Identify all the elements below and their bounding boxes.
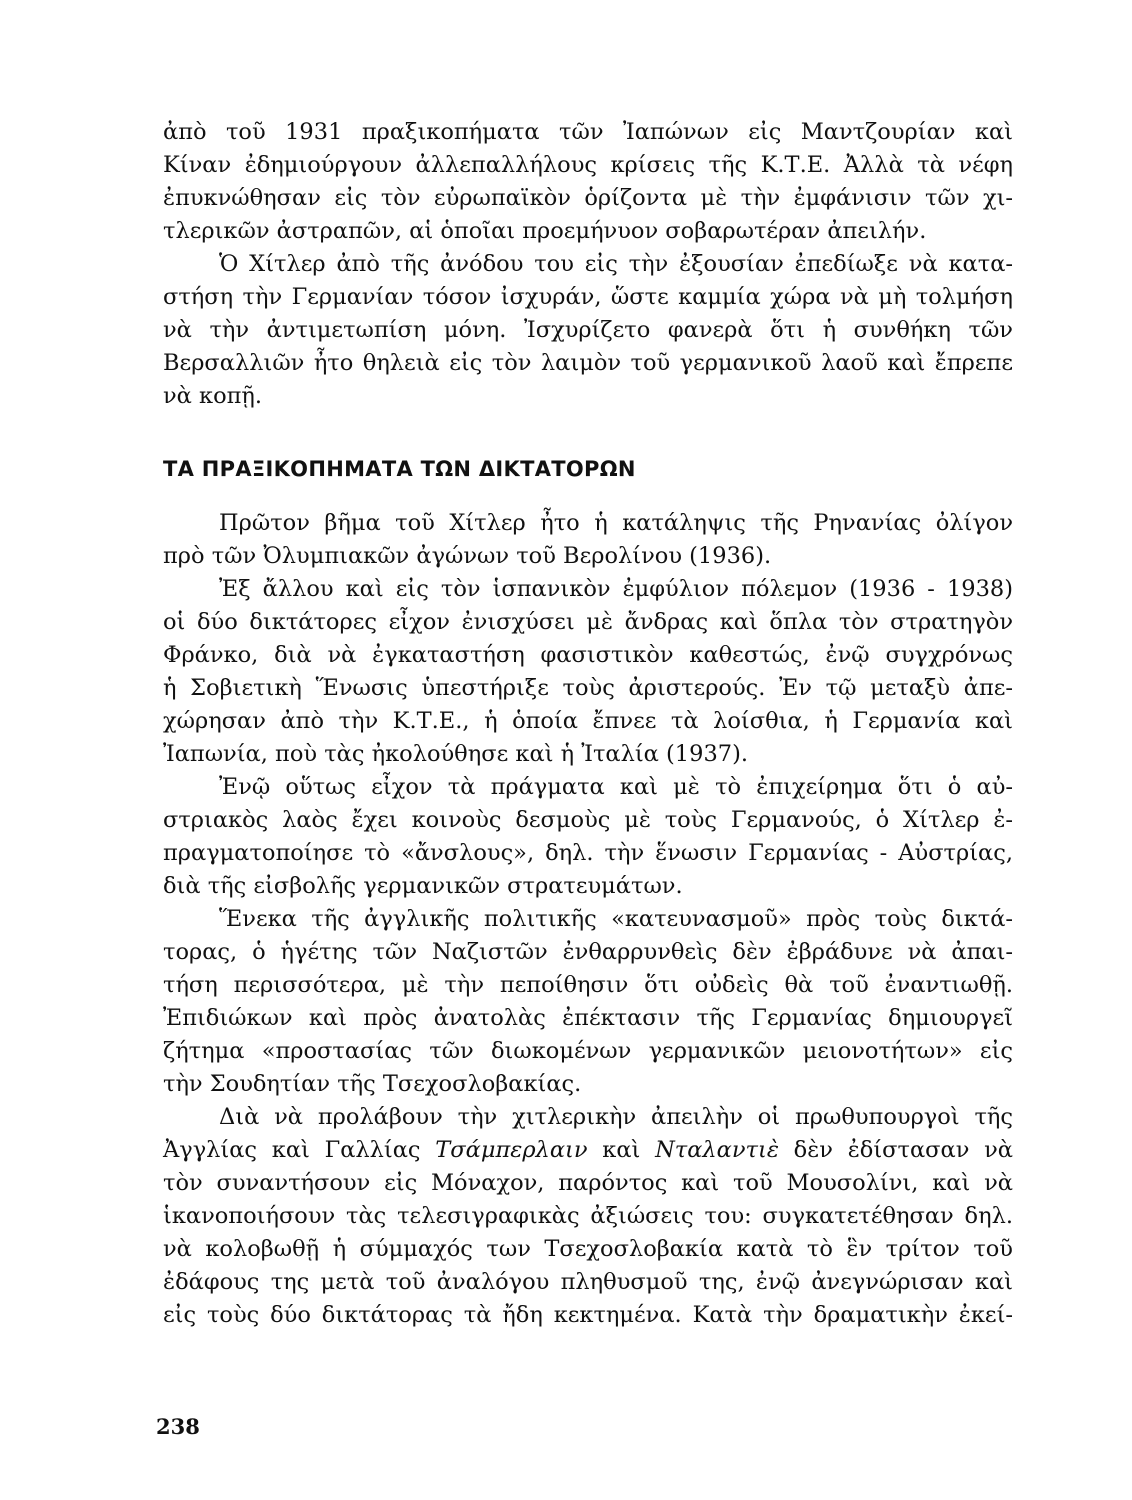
section-heading: ΤΑ ΠΡΑΞΙΚΟΠΗΜΑΤΑ ΤΩΝ ΔΙΚΤΑΤΟΡΩΝ <box>163 457 636 481</box>
text-segment: Ἀγγλίας καὶ Γαλλίας <box>163 1137 436 1163</box>
text-line: τήση περισσότερα, μὲ τὴν πεποίθησιν ὅτι οὐδεὶς θὰ τοῦ ἐναντιωθῇ. <box>163 972 1013 998</box>
text-line: εἰς τοὺς δύο δικτάτορας τὰ ἤδη κεκτημένα. Κατὰ τὴν δραματικὴν ἐκεί- <box>163 1302 1013 1328</box>
text-line: Ἕνεκα τῆς ἀγγλικῆς πολιτικῆς «κατευνασμοῦ» πρὸς τοὺς δικτά- <box>219 906 1013 932</box>
paragraph-block-intro <box>163 116 1013 413</box>
text-line: οἱ δύο δικτάτορες εἶχον ἐνισχύσει μὲ ἄνδρας καὶ ὅπλα τὸν στρατηγὸν <box>163 609 1013 635</box>
text-line: τὸν συναντήσουν εἰς Μόναχον, παρόντος καὶ τοῦ Μουσολίνι, καὶ νὰ <box>163 1170 1013 1196</box>
name-chamberlain: Τσάμπερλαιν <box>435 1137 588 1163</box>
text-line: τὴν Σουδητίαν τῆς Τσεχοσλοβακίας. <box>163 1071 582 1097</box>
name-daladier: Νταλαντιὲ <box>655 1137 779 1163</box>
text-line: στριακὸς λαὸς ἔχει κοινοὺς δεσμοὺς μὲ τοὺς Γερμανούς, ὁ Χίτλερ ἐ- <box>163 807 1013 833</box>
text-line: διὰ τῆς εἰσβολῆς γερμανικῶν στρατευμάτων. <box>163 873 683 899</box>
text-line: πραγματοποίησε τὸ «ἄνσλους», δηλ. τὴν ἕνωσιν Γερμανίας - Αὐστρίας, <box>163 840 1013 866</box>
text-line: τορας, ὁ ἡγέτης τῶν Ναζιστῶν ἐνθαρρυνθεὶς δὲν ἐβράδυνε νὰ ἀπαι- <box>163 939 1013 965</box>
text-line: ἐδάφους της μετὰ τοῦ ἀναλόγου πληθυσμοῦ της, ἐνῷ ἀνεγνώρισαν καὶ <box>163 1269 1013 1295</box>
text-line: Ἰαπωνία, ποὺ τὰς ἠκολούθησε καὶ ἡ Ἰταλία (1937). <box>163 741 748 767</box>
paragraph-block-main <box>163 507 1013 1332</box>
text-line: στήση τὴν Γερμανίαν τόσον ἰσχυράν, ὥστε καμμία χώρα νὰ μὴ τολμήση <box>163 284 1013 310</box>
text-line: ἀπὸ τοῦ 1931 πραξικοπήματα τῶν Ἰαπώνων εἰς Μαντζουρίαν καὶ <box>163 119 1013 145</box>
text-line: τλερικῶν ἀστραπῶν, αἱ ὁποῖαι προεμήνυον σοβαρωτέραν ἀπειλήν. <box>163 218 927 244</box>
text-line: Διὰ νὰ προλάβουν τὴν χιτλερικὴν ἀπειλὴν οἱ πρωθυπουργοὶ τῆς <box>219 1104 1013 1130</box>
text-line: ἡ Σοβιετικὴ Ἕνωσις ὑπεστήριξε τοὺς ἀριστερούς. Ἐν τῷ μεταξὺ ἀπε- <box>163 675 1013 701</box>
text-line: πρὸ τῶν Ὀλυμπιακῶν ἀγώνων τοῦ Βερολίνου (1936). <box>163 543 772 569</box>
text-line: Πρῶτον βῆμα τοῦ Χίτλερ ἦτο ἡ κατάληψις τῆς Ρηνανίας ὀλίγον <box>219 510 1013 536</box>
text-line: ἱκανοποιήσουν τὰς τελεσιγραφικὰς ἀξιώσεις του: συγκατετέθησαν δηλ. <box>163 1203 1013 1229</box>
text-line-with-names <box>163 1134 1013 1167</box>
text-line: χώρησαν ἀπὸ τὴν Κ.Τ.Ε., ἡ ὁποία ἔπνεε τὰ λοίσθια, ἡ Γερμανία καὶ <box>163 708 1013 734</box>
page-number: 238 <box>156 1414 200 1439</box>
text-line: Ὁ Χίτλερ ἀπὸ τῆς ἀνόδου του εἰς τὴν ἐξουσίαν ἐπεδίωξε νὰ κατα- <box>219 251 1013 277</box>
text-line: Βερσαλλιῶν ἦτο θηλειὰ εἰς τὸν λαιμὸν τοῦ γερμανικοῦ λαοῦ καὶ ἔπρεπε <box>163 350 1013 376</box>
text-segment: δὲν ἐδίστασαν νὰ <box>778 1137 1013 1163</box>
text-line: Ἐπιδιώκων καὶ πρὸς ἀνατολὰς ἐπέκτασιν τῆς Γερμανίας δημιουργεῖ <box>163 1005 1013 1031</box>
text-line: Ἐνῷ οὕτως εἶχον τὰ πράγματα καὶ μὲ τὸ ἐπιχείρημα ὅτι ὁ αὐ- <box>219 774 1013 800</box>
text-line: νὰ κοπῇ. <box>163 383 263 409</box>
text-line: νὰ κολοβωθῇ ἡ σύμμαχός των Τσεχοσλοβακία κατὰ τὸ ἓν τρίτον τοῦ <box>163 1236 1013 1262</box>
text-line: Κίναν ἐδημιούργουν ἀλλεπαλλήλους κρίσεις τῆς Κ.Τ.Ε. Ἀλλὰ τὰ νέφη <box>163 152 1013 178</box>
text-line: Φράνκο, διὰ νὰ ἐγκαταστήση φασιστικὸν καθεστώς, ἐνῷ συγχρόνως <box>163 642 1013 668</box>
text-line: νὰ τὴν ἀντιμετωπίση μόνη. Ἰσχυρίζετο φανερὰ ὅτι ἡ συνθήκη τῶν <box>163 317 1013 343</box>
text-segment: καὶ <box>587 1137 656 1163</box>
text-line: ἐπυκνώθησαν εἰς τὸν εὐρωπαϊκὸν ὁρίζοντα μὲ τὴν ἐμφάνισιν τῶν χι- <box>163 185 1013 211</box>
text-line: ζήτημα «προστασίας τῶν διωκομένων γερμανικῶν μειονοτήτων» εἰς <box>163 1038 1013 1064</box>
text-line: Ἐξ ἄλλου καὶ εἰς τὸν ἱσπανικὸν ἐμφύλιον πόλεμον (1936 - 1938) <box>219 576 1013 602</box>
